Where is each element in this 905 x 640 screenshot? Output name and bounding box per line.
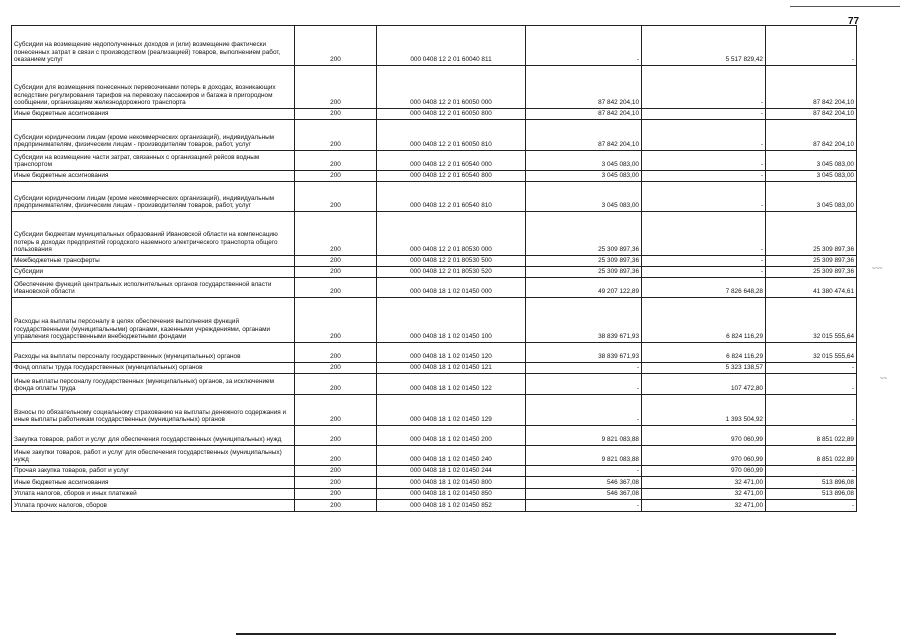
table-row: [12, 489, 857, 500]
row-executed: 32 471,00: [642, 489, 766, 500]
row-remaining: 3 045 083,00: [766, 182, 857, 212]
row-code: 000 0408 18 1 02 01450 240: [377, 446, 526, 466]
row-kv: 200: [295, 426, 377, 446]
row-code: 000 0408 18 1 02 01450 100: [377, 298, 526, 343]
row-name: Расходы на выплаты персоналу государственных (муниципальных) органов: [12, 343, 295, 363]
row-executed: 970 060,99: [642, 426, 766, 446]
row-approved: 87 842 204,10: [526, 109, 642, 120]
table-row: [12, 298, 857, 343]
row-remaining: 25 309 897,36: [766, 212, 857, 256]
row-name: Субсидии: [12, 267, 295, 278]
table-row: [12, 256, 857, 267]
row-code: 000 0408 18 1 02 01450 120: [377, 343, 526, 363]
row-kv: 200: [295, 278, 377, 298]
row-approved: 87 842 204,10: [526, 66, 642, 109]
table-row: [12, 374, 857, 395]
table-row: [12, 477, 857, 489]
scan-mark: ~~: [880, 376, 888, 382]
row-code: 000 0408 12 2 01 80530 000: [377, 212, 526, 256]
row-code: 000 0408 12 2 01 60050 000: [377, 66, 526, 109]
row-approved: 25 309 897,36: [526, 256, 642, 267]
table-row: [12, 151, 857, 171]
bottom-rule: [236, 633, 836, 635]
row-code: 000 0408 18 1 02 01450 000: [377, 278, 526, 298]
row-code: 000 0408 18 1 02 01450 850: [377, 489, 526, 500]
row-executed: 6 824 116,29: [642, 298, 766, 343]
row-kv: 200: [295, 343, 377, 363]
top-rule: [790, 6, 900, 7]
budget-table-body: [12, 26, 857, 512]
budget-table: [11, 25, 857, 512]
row-remaining: -: [766, 374, 857, 395]
row-code: 000 0408 12 2 01 60540 810: [377, 182, 526, 212]
row-remaining: 513 896,08: [766, 477, 857, 489]
row-kv: 200: [295, 489, 377, 500]
row-remaining: 8 851 022,89: [766, 446, 857, 466]
row-executed: -: [642, 171, 766, 182]
table-row: [12, 120, 857, 151]
row-executed: 32 471,00: [642, 477, 766, 489]
row-remaining: 32 015 555,64: [766, 298, 857, 343]
table-row: [12, 182, 857, 212]
row-code: 000 0408 18 1 02 01450 852: [377, 500, 526, 512]
row-remaining: 3 045 083,00: [766, 171, 857, 182]
row-code: 000 0408 12 2 01 60540 000: [377, 151, 526, 171]
row-remaining: -: [766, 363, 857, 374]
row-remaining: -: [766, 500, 857, 512]
row-approved: 546 367,08: [526, 489, 642, 500]
row-executed: -: [642, 256, 766, 267]
row-executed: 32 471,00: [642, 500, 766, 512]
row-name: Обеспечение функций центральных исполнительных органов государственной власти Ивановской области: [12, 278, 295, 298]
row-name: Фонд оплаты труда государственных (муниципальных) органов: [12, 363, 295, 374]
row-name: Прочая закупка товаров, работ и услуг: [12, 466, 295, 477]
row-executed: -: [642, 151, 766, 171]
row-kv: 200: [295, 363, 377, 374]
row-code: 000 0408 12 2 01 60040 811: [377, 26, 526, 66]
row-code: 000 0408 18 1 02 01450 129: [377, 395, 526, 426]
table-row: [12, 278, 857, 298]
row-executed: 7 826 648,28: [642, 278, 766, 298]
row-approved: 38 839 671,93: [526, 298, 642, 343]
row-kv: 200: [295, 395, 377, 426]
row-approved: 25 309 897,36: [526, 267, 642, 278]
row-kv: 200: [295, 120, 377, 151]
row-code: 000 0408 18 1 02 01450 800: [377, 477, 526, 489]
row-approved: 9 821 083,88: [526, 446, 642, 466]
row-executed: 970 060,99: [642, 466, 766, 477]
row-code: 000 0408 12 2 01 60050 800: [377, 109, 526, 120]
row-name: Субсидии бюджетам муниципальных образований Ивановской области на компенсацию потерь в доходах предприятий городского наземного электрического транспорта общего пользования: [12, 212, 295, 256]
table-row: [12, 363, 857, 374]
row-executed: 970 060,99: [642, 446, 766, 466]
row-approved: 3 045 083,00: [526, 151, 642, 171]
row-executed: -: [642, 212, 766, 256]
row-name: Субсидии юридическим лицам (кроме некоммерческих организаций), индивидуальным предпринимателям, физическим лицам - производителям товаров, работ, услуг: [12, 182, 295, 212]
row-kv: 200: [295, 151, 377, 171]
row-code: 000 0408 18 1 02 01450 121: [377, 363, 526, 374]
table-row: [12, 66, 857, 109]
row-code: 000 0408 12 2 01 60540 800: [377, 171, 526, 182]
row-code: 000 0408 18 1 02 01450 122: [377, 374, 526, 395]
row-kv: 200: [295, 500, 377, 512]
row-executed: -: [642, 267, 766, 278]
row-kv: 200: [295, 477, 377, 489]
table-row: [12, 109, 857, 120]
row-approved: 546 367,08: [526, 477, 642, 489]
row-name: Иные бюджетные ассигнования: [12, 109, 295, 120]
table-row: [12, 500, 857, 512]
row-executed: 6 824 116,29: [642, 343, 766, 363]
row-code: 000 0408 12 2 01 80530 500: [377, 256, 526, 267]
row-remaining: 41 380 474,61: [766, 278, 857, 298]
row-kv: 200: [295, 466, 377, 477]
table-row: [12, 395, 857, 426]
table-row: [12, 426, 857, 446]
row-name: Расходы на выплаты персоналу в целях обеспечения выполнения функций государственными (муниципальными) органами, казенными учреждениями, органами управления государственными внебюджетными фондами: [12, 298, 295, 343]
row-name: Уплата прочих налогов, сборов: [12, 500, 295, 512]
table-row: [12, 26, 857, 66]
row-remaining: 87 842 204,10: [766, 109, 857, 120]
row-remaining: 87 842 204,10: [766, 66, 857, 109]
row-name: Межбюджетные трансферты: [12, 256, 295, 267]
row-kv: 200: [295, 26, 377, 66]
row-executed: 5 323 138,57: [642, 363, 766, 374]
row-approved: 3 045 083,00: [526, 182, 642, 212]
row-remaining: 25 309 897,36: [766, 256, 857, 267]
row-kv: 200: [295, 109, 377, 120]
row-kv: 200: [295, 267, 377, 278]
row-kv: 200: [295, 171, 377, 182]
table-row: [12, 171, 857, 182]
row-approved: -: [526, 26, 642, 66]
row-kv: 200: [295, 182, 377, 212]
row-approved: 87 842 204,10: [526, 120, 642, 151]
row-remaining: -: [766, 26, 857, 66]
row-name: Закупка товаров, работ и услуг для обеспечения государственных (муниципальных) нужд: [12, 426, 295, 446]
row-executed: 5 517 829,42: [642, 26, 766, 66]
row-executed: -: [642, 109, 766, 120]
row-approved: -: [526, 500, 642, 512]
row-approved: -: [526, 363, 642, 374]
table-row: [12, 267, 857, 278]
table-row: [12, 343, 857, 363]
row-code: 000 0408 12 2 01 80530 520: [377, 267, 526, 278]
row-name: Иные бюджетные ассигнования: [12, 477, 295, 489]
row-approved: 3 045 083,00: [526, 171, 642, 182]
row-code: 000 0408 18 1 02 01450 200: [377, 426, 526, 446]
row-code: 000 0408 18 1 02 01450 244: [377, 466, 526, 477]
row-executed: 1 393 504,92: [642, 395, 766, 426]
row-name: Субсидии на возмещение части затрат, связанных с организацией рейсов водным транспортом: [12, 151, 295, 171]
scan-mark: ~~~: [872, 266, 883, 272]
row-executed: -: [642, 182, 766, 212]
table-row: [12, 466, 857, 477]
row-name: Иные бюджетные ассигнования: [12, 171, 295, 182]
row-approved: 38 839 671,93: [526, 343, 642, 363]
row-approved: 25 309 897,36: [526, 212, 642, 256]
row-name: Иные закупки товаров, работ и услуг для обеспечения государственных (муниципальных) нужд: [12, 446, 295, 466]
row-executed: -: [642, 120, 766, 151]
row-remaining: 25 309 897,36: [766, 267, 857, 278]
row-name: Взносы по обязательному социальному страхованию на выплаты денежного содержания и иные выплаты работникам государственных (муниципальных) органов: [12, 395, 295, 426]
row-kv: 200: [295, 298, 377, 343]
row-approved: -: [526, 395, 642, 426]
row-kv: 200: [295, 66, 377, 109]
row-approved: 9 821 083,88: [526, 426, 642, 446]
row-remaining: 513 896,08: [766, 489, 857, 500]
table-row: [12, 212, 857, 256]
row-kv: 200: [295, 374, 377, 395]
table-row: [12, 446, 857, 466]
row-remaining: -: [766, 466, 857, 477]
row-name: Субсидии для возмещения понесенных перевозчиками потерь в доходах, возникающих вследствие регулирования тарифов на перевозку пассажиров и багажа в пригородном сообщении, организациям железнодорожного транспорта: [12, 66, 295, 109]
row-remaining: 3 045 083,00: [766, 151, 857, 171]
row-executed: 107 472,80: [642, 374, 766, 395]
row-approved: -: [526, 466, 642, 477]
row-kv: 200: [295, 446, 377, 466]
row-kv: 200: [295, 212, 377, 256]
row-approved: 49 207 122,89: [526, 278, 642, 298]
page-number: 77: [848, 16, 860, 27]
row-name: Иные выплаты персоналу государственных (муниципальных) органов, за исключением фонда оплаты труда: [12, 374, 295, 395]
row-approved: -: [526, 374, 642, 395]
row-name: Субсидии на возмещение недополученных доходов и (или) возмещение фактически понесенных затрат в связи с производством (реализацией) товаров, выполнением работ, оказанием услуг: [12, 26, 295, 66]
row-name: Уплата налогов, сборов и иных платежей: [12, 489, 295, 500]
row-remaining: 8 851 022,89: [766, 426, 857, 446]
row-remaining: 87 842 204,10: [766, 120, 857, 151]
row-kv: 200: [295, 256, 377, 267]
row-remaining: 32 015 555,64: [766, 343, 857, 363]
row-name: Субсидии юридическим лицам (кроме некоммерческих организаций), индивидуальным предпринимателям, физическим лицам - производителям товаров, работ, услуг: [12, 120, 295, 151]
row-code: 000 0408 12 2 01 60050 810: [377, 120, 526, 151]
row-executed: -: [642, 66, 766, 109]
row-remaining: -: [766, 395, 857, 426]
